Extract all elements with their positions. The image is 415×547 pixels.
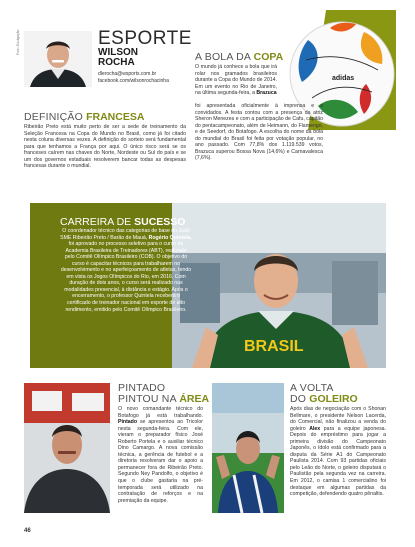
career-person: Rogério Quintela, <box>148 234 192 241</box>
section-title: ESPORTE <box>98 28 192 49</box>
pintado-name: Pintado <box>118 419 138 426</box>
pintado-story-body <box>118 406 203 504</box>
goalie-title-prefix: DO <box>290 393 310 405</box>
ball-title-prefix: A BOLA DA <box>195 51 254 63</box>
goalie-body-a: Após dias de negociação com o Shonan Bellmare, o presidente Nelson Lacerda, do Comercial, não finalizou a venda do goleiro <box>290 406 386 432</box>
career-title-highlight: SUCESSO <box>134 216 186 228</box>
pintado-body-b: se apresentou ao Tricolor nesta segunda-feira. Com ele, vieram o preparador físico José Roberto Portela e o auxiliar técnico Dino Camargo. A nova comissão técnica, a gerência de futebol e a diretoria resolveram dar o apoio a permanecer fora de Ribeirão Preto. Segundo Ney Pandolfo, o objetivo é que o clube gastaria na pré-temporada será utilizado na contratação de reforços e na premiação da equipe. <box>118 419 203 504</box>
pintado-title-line2 <box>118 394 209 405</box>
author-first-name: WILSON <box>98 47 138 58</box>
ball-story-body: foi apresentada oficialmente à imprensa e a convidados. A festa contou com a presença da atriz Sheron Menezes e com a participação de Cafu, capitão do pentacampeonato, além de Heimann, do Flamengo, e de Seedorf, do Botafogo. A escolha do nome da bola do mundial do Brasil foi feita por votação popular, no ano passado. Com 77,8% dos 1.119.539 votos, Brazuca superou Bossa Nova (14,6%) e Carnavalesca (7,6%). <box>195 103 323 162</box>
page-number: 46 <box>24 528 31 534</box>
ball-story-title <box>195 51 283 63</box>
french-title-prefix: DEFINIÇÃO <box>24 111 87 123</box>
photo-credit: Foto: Divulgação <box>16 29 20 55</box>
ball-story-lead <box>195 64 277 97</box>
pintado-title-prefix: PINTOU NA <box>118 393 180 405</box>
french-title-highlight: FRANCESA <box>86 111 145 123</box>
goalie-title-line2 <box>290 394 358 405</box>
author-last-name: ROCHA <box>98 57 135 68</box>
career-photo <box>172 203 386 368</box>
pintado-body-a: O novo comandante técnico do Botafogo já está trabalhando. <box>118 406 203 419</box>
goalie-story-body <box>290 406 386 498</box>
author-facebook[interactable]: facebook.com/wilsonrochacinha <box>98 78 169 84</box>
french-story-title <box>24 111 144 123</box>
author-email[interactable]: dlerocha@wsports.com.br <box>98 71 157 77</box>
goalie-story-title <box>290 383 358 405</box>
career-shirt-text: BRASIL <box>244 338 304 355</box>
pintado-story-title <box>118 383 209 405</box>
career-body-b: foi aprovado no processo seletivo para o curso da Academia Brasileira de Treinadores (ABT), realizado pelo Comitê Olímpico Brasileiro (COB). O objetivo do curso é capacitar técnicos para trabalharem no desenvolvimento e no aperfeiçoamento de atletas, tendo em vista os Jogos Olímpicos do Rio, em 2016. Com duração de dois anos, o curso será realizado nas modalidades presencial, à distância e estágio. Após o encerramento, o professor Quintela receberá o certificado de treinador nacional em esporte de alto rendimento, emitido pelo Comitê Olímpico Brasileiro. <box>60 241 192 313</box>
career-story-title <box>60 216 185 228</box>
ball-title-highlight: COPA <box>253 51 284 63</box>
columnist-photo <box>24 31 92 87</box>
ball-story-p1: O mundo já conhece a bola que irá rolar nos gramados brasileiros durante a Copa do Mundo de 2014. Em um evento no Rio de Janeiro, na última segunda-feira, a <box>195 64 277 97</box>
career-story-body <box>60 228 192 313</box>
french-story-body: Ribeirão Preto está muito perto de ser a sede de treinamento da Seleção Francesa na Copa do Mundo no Brasil, como já foi citado nesta coluna diversas vezes. A definição do sorteio será fundamental para que tenhamos a França por aqui. O único risco será se os franceses caírem nas chaves do Norte, Nordeste ou Sul do país e se um dos governos estaduais resolverem bancar todas as despesas francesas durante o mundial. <box>24 124 186 170</box>
pintado-title-line1: PINTADO <box>118 382 166 394</box>
goalie-title-highlight: GOLEIRO <box>309 393 358 405</box>
career-title-prefix: CARREIRA DE <box>60 216 135 228</box>
ball-name: Brazuca <box>256 90 277 97</box>
goalie-name: Alex <box>309 425 321 432</box>
pintado-photo <box>24 383 110 513</box>
goalie-title-line1: A VOLTA <box>290 382 334 394</box>
goalie-photo <box>212 383 284 513</box>
career-body-a: O coordenador técnico das categorias de base do Judô SME Ribeirão Preto / Barão de Mauá, <box>60 228 190 241</box>
pintado-title-highlight: ÁREA <box>179 393 210 405</box>
goalie-body-b: para a equipe japonesa. Depois do empréstimo para jogar a primeira divisão do Campeonato Japonês, o ídolo está confirmado para a disputa da Série A1 do Campeonato Paulista 2014. Com 93 partidas oficiais pelo Leão do Norte, o goleiro disputará o Paulistão pela segunda vez na carreira. Em 2012, o camisa 1 comercialino foi destaque em algumas partidas da competição, defendendo quatro pênaltis. <box>290 425 387 498</box>
svg-text:adidas: adidas <box>332 75 355 82</box>
